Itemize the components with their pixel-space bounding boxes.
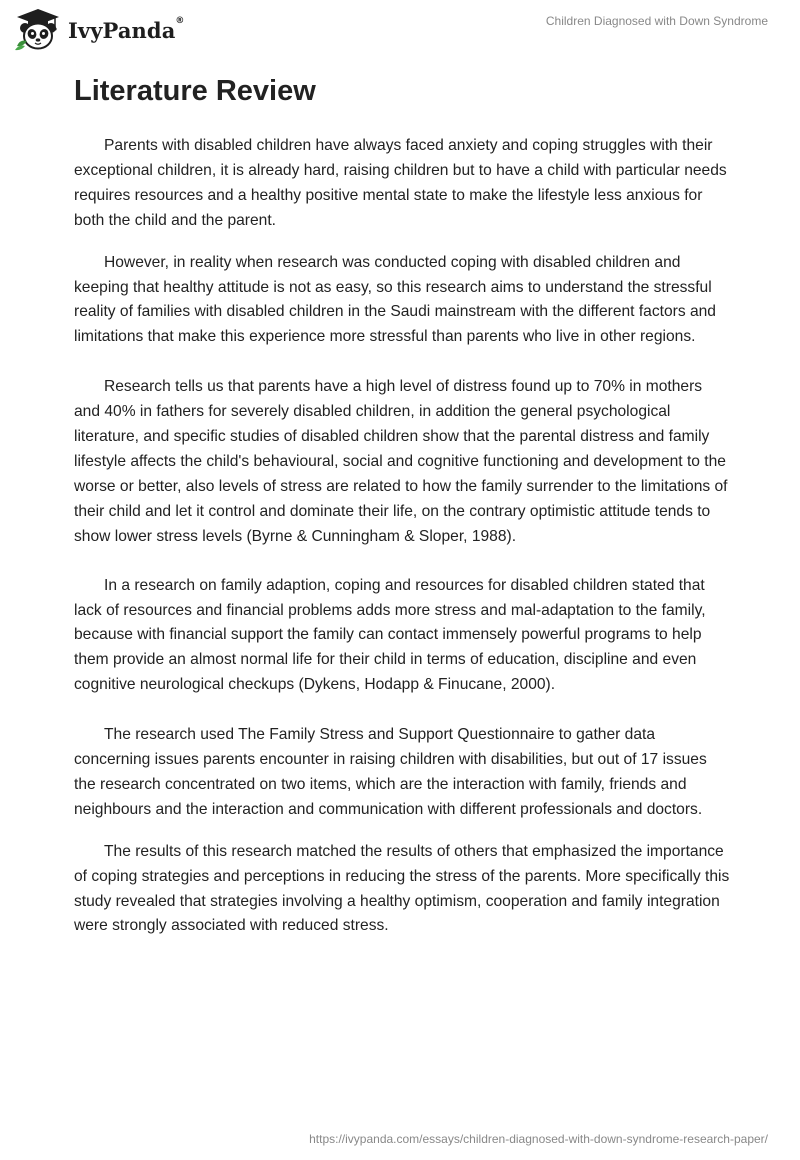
source-url[interactable]: https://ivypanda.com/essays/children-diagnosed-with-down-syndrome-research-paper/ [309,1132,768,1146]
paragraph: Parents with disabled children have always faced anxiety and coping struggles with their exceptional children, it is already hard, raising children but to have a child with particular needs requires resources and a healthy positive mental state to make the lifestyle less anxious for both the child and the parent. [74,137,727,229]
ivypanda-logo[interactable] [14,8,185,52]
article-body [74,72,730,939]
panda-graduation-icon [14,8,62,52]
paragraph: In a research on family adaption, coping and resources for disabled children stated that lack of resources and financial problems adds more stress and mal-adaptation to the family, because with financial support the family can contact immensely powerful programs to help them provide an almost normal life for their child in terms of education, discipline and even cognitive neurological checkups (Dykens, Hodapp & Finucane, 2000). [74,576,706,694]
document-title: Children Diagnosed with Down Syndrome [545,14,768,28]
paragraph: Research tells us that parents have a high level of distress found up to 70% in mothers and 40% in fathers for severely disabled children, in addition the general psychological literature, and specific studies of disabled children show that the parental distress and family lifestyle affects the child's behavioural, social and cognitive functioning and development to the worse or better, also levels of stress are related to how the family surrender to the limitations of their child and let it control and dominate their life, on the contrary optimistic attitude tends to show lower stress levels (Byrne & Cunningham & Sloper, 1988). [74,378,728,545]
paragraph: The results of this research matched the results of others that emphasized the importance of coping strategies and perceptions in reducing the stress of the parents. More specifically this study revealed that strategies involving a healthy optimism, cooperation and family integration were strongly associated with reduced stress. [74,842,730,935]
paragraph: The research used The Family Stress and Support Questionnaire to gather data concerning issues parents encounter in raising children with disabilities, but out of 17 issues the research concentrated on two items, which are the interaction with family, friends and neighbours and the interaction and communication with different professionals and doctors. [74,726,707,818]
page-header [0,0,800,60]
logo-wordmark: IvyPanda® [68,15,185,43]
section-heading: Literature Review [74,75,316,107]
paragraph: However, in reality when research was conducted coping with disabled children and keeping that healthy attitude is not as easy, so this research aims to understand the stressful reality of families with disabled children in the Saudi mainstream with the different factors and limitations that make this experience more stressful than parents who live in other regions. [74,253,716,346]
